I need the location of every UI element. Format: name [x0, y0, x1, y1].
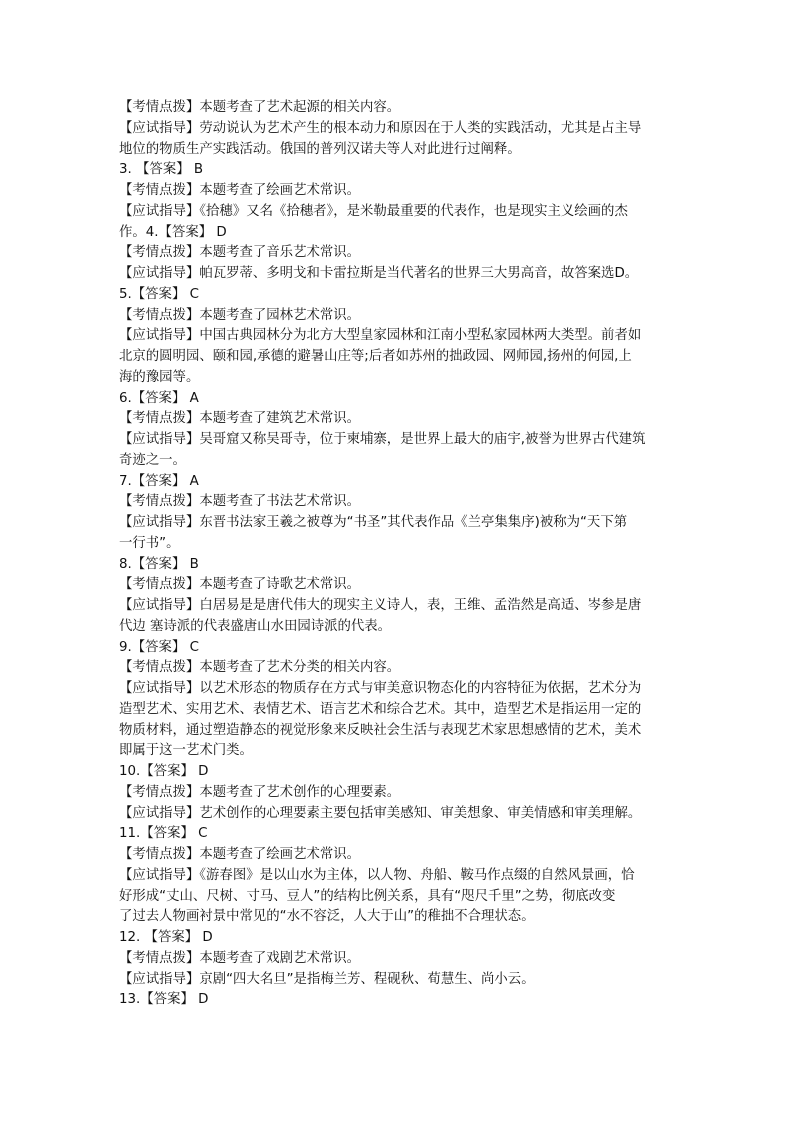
answer-line: 8.【答案】 B — [119, 556, 199, 572]
text-line: 【应试指导】《拾穗》又名《拾穗者》，是米勒最重要的代表作，也是现实主义绘画的杰 — [119, 203, 628, 219]
text-line: 【考情点拨】本题考查了绘画艺术常识。 — [119, 183, 361, 198]
answer-line: 10.【答案】 D — [119, 764, 209, 779]
text-line: 【应试指导】劳动说认为艺术产生的根本动力和原因在于人类的实践活动，尤其是占主导 — [119, 120, 642, 136]
text-line: 【考情点拨】本题考查了戏剧艺术常识。 — [119, 950, 361, 966]
document-page — [119, 98, 681, 1011]
answer-line: 3. 【答案】 B — [119, 162, 204, 178]
text-line: 作。4.【答案】 D — [119, 224, 227, 240]
text-line: 一行书”。 — [119, 535, 180, 551]
text-line: 即属于这一艺术门类。 — [119, 743, 253, 759]
answer-line: 12. 【答案】 D — [119, 930, 213, 945]
text-line: 【考情点拨】本题考查了园林艺术常识。 — [119, 307, 361, 323]
text-line: 【应试指导】白居易是是唐代伟大的现实主义诗人，表，王维、孟浩然是高适、岑参是唐 — [119, 598, 642, 613]
text-line: 奇迹之一。 — [119, 452, 186, 468]
text-line: 【应试指导】吴哥窟又称吴哥寺，位于柬埔寨，是世界上最大的庙宇,被誉为世界古代建筑 — [119, 432, 646, 447]
text-line: 物质材料，通过塑造静态的视觉形象来反映社会生活与表现艺术家思想感情的艺术，美术 — [119, 722, 642, 738]
text-line: 【考情点拨】本题考查了书法艺术常识。 — [119, 494, 361, 510]
text-line: 【应试指导】京剧“四大名旦”是指梅兰芳、程砚秋、荀慧生、尚小云。 — [119, 971, 535, 987]
answer-line: 11.【答案】 C — [119, 826, 208, 842]
text-line: 好形成“丈山、尺树、寸马、豆人”的结构比例关系，具有“咫尺千里”之势，彻底改变 — [119, 888, 616, 904]
text-line: 海的豫园等。 — [119, 369, 200, 385]
text-line: 【应试指导】东晋书法家王羲之被尊为“书圣”其代表作品《兰亭集集序)被称为“天下第 — [119, 515, 628, 530]
answer-line: 6.【答案】 A — [119, 390, 199, 406]
text-line: 【考情点拨】本题考查了建筑艺术常识。 — [119, 411, 361, 427]
text-line: 【考情点拨】本题考查了艺术分类的相关内容。 — [119, 660, 401, 676]
text-line: 【应试指导】以艺术形态的物质存在方式与审美意识物态化的内容特征为依据，艺术分为 — [119, 681, 642, 696]
answer-line: 9.【答案】 C — [119, 639, 199, 655]
text-line: 【考情点拨】本题考查了绘画艺术常识。 — [119, 847, 361, 862]
text-line: 造型艺术、实用艺术、表情艺术、语言艺术和综合艺术。其中，造型艺术是指运用一定的 — [119, 701, 642, 717]
text-line: 【应试指导】帕瓦罗蒂、多明戈和卡雷拉斯是当代著名的世界三大男高音，故答案选D。 — [119, 266, 639, 281]
text-line: 了过去人物画衬景中常见的“水不容泛，人大于山”的稚拙不合理状态。 — [119, 909, 535, 925]
answer-line: 7.【答案】 A — [119, 473, 199, 489]
text-line: 【应试指导】中国古典园林分为北方大型皇家园林和江南小型私家园林两大类型。前者如 — [119, 328, 642, 344]
text-line: 【考情点拨】本题考查了音乐艺术常识。 — [119, 245, 361, 261]
text-line: 【考情点拨】本题考查了艺术起源的相关内容。 — [119, 100, 401, 115]
text-line: 【考情点拨】本题考查了艺术创作的心理要素。 — [119, 784, 401, 800]
text-line: 北京的圆明园、颐和园,承德的避暑山庄等;后者如苏州的拙政园、网师园,扬州的何园,上 — [119, 349, 632, 364]
answer-line: 13.【答案】 D — [119, 992, 209, 1008]
text-line: 代边 塞诗派的代表盛唐山水田园诗派的代表。 — [119, 618, 392, 634]
text-line: 地位的物质生产实践活动。俄国的普列汉诺夫等人对此进行过阐释。 — [119, 141, 521, 157]
answer-line: 5.【答案】 C — [119, 286, 199, 302]
text-line: 【应试指导】《游春图》是以山水为主体，以人物、舟船、鞍马作点缀的自然风景画，恰 — [119, 867, 635, 883]
text-line: 【考情点拨】本题考查了诗歌艺术常识。 — [119, 577, 361, 593]
text-line: 【应试指导】艺术创作的心理要素主要包括审美感知、审美想象、审美情感和审美理解。 — [119, 805, 642, 821]
